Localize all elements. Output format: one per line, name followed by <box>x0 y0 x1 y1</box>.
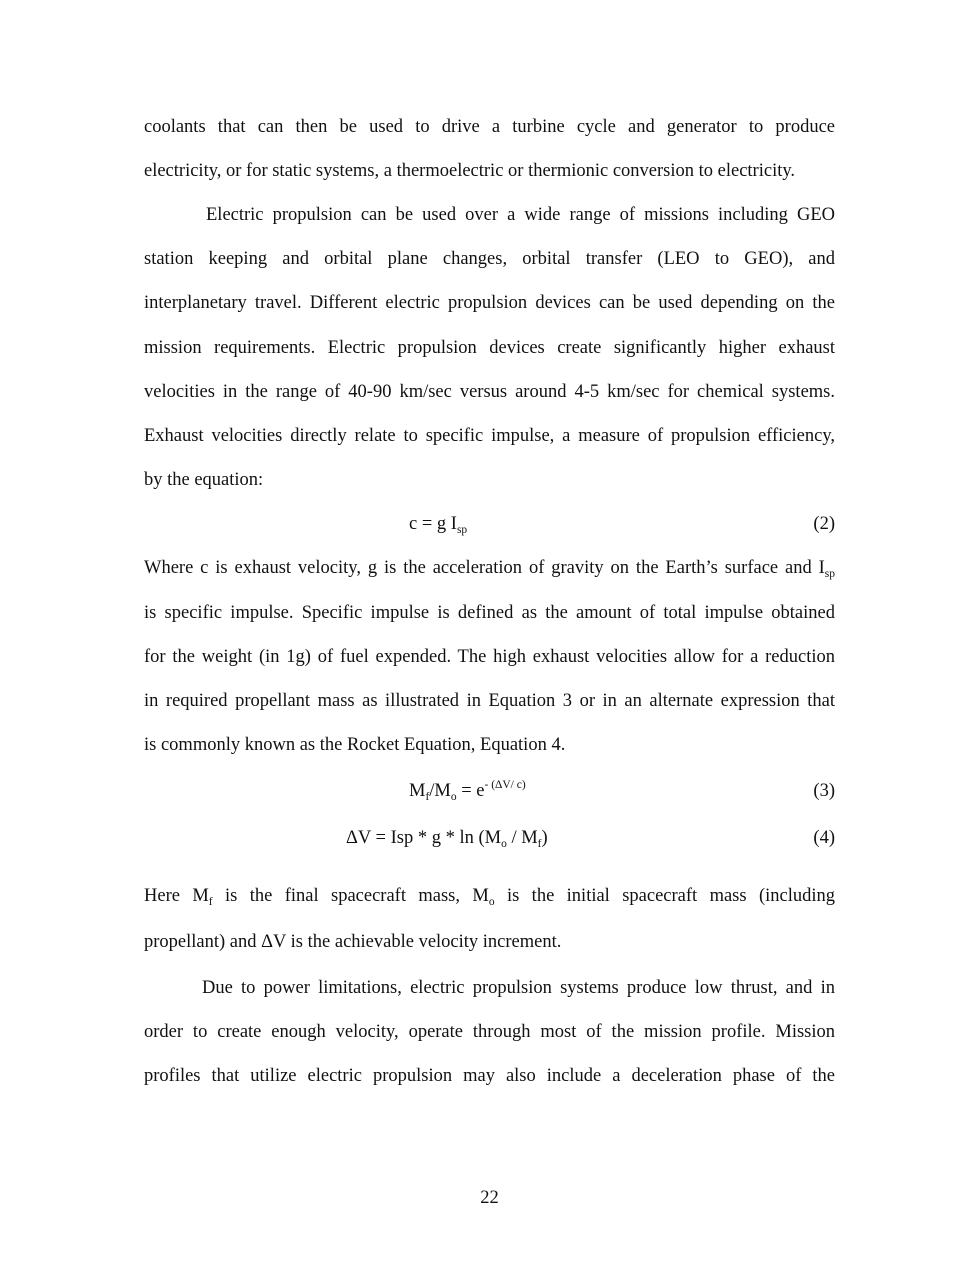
equation-4-subscript: o <box>501 838 507 850</box>
subscript: sp <box>824 568 835 580</box>
equation-2-number: (2) <box>813 514 835 534</box>
body-text-line: velocities in the range of 40-90 km/sec versus around 4-5 km/sec for chemical systems. <box>144 382 835 402</box>
body-text-line: in required propellant mass as illustrated in Equation 3 or in an alternate expression that <box>144 691 835 711</box>
equation-4-text: ΔV = Isp * g * ln (M <box>346 828 502 848</box>
equation-4-number: (4) <box>813 828 835 848</box>
equation-3-text: M <box>409 781 426 801</box>
body-text-line: for the weight (in 1g) of fuel expended. The high exhaust velocities allow for a reduction <box>144 647 835 667</box>
equation-4 <box>346 826 548 850</box>
equation-3-subscript: o <box>450 791 457 803</box>
equation-4-text: ) <box>541 828 548 848</box>
body-text-line: Exhaust velocities directly relate to specific impulse, a measure of propulsion efficiency, <box>144 426 835 446</box>
equation-3-subscript: f <box>425 791 430 803</box>
equation-3 <box>409 779 526 803</box>
equation-2-subscript: sp <box>456 524 468 536</box>
equation-3-text: = e <box>456 781 485 801</box>
equation-3-text: /M <box>429 781 451 801</box>
subscript: f <box>208 896 213 908</box>
body-text-line: station keeping and orbital plane changes, orbital transfer (LEO to GEO), and <box>144 249 835 269</box>
body-text-line: coolants that can then be used to drive a turbine cycle and generator to produce <box>144 117 835 137</box>
equation-3-number: (3) <box>813 781 835 801</box>
body-text-line: order to create enough velocity, operate through most of the mission profile. Mission <box>144 1022 835 1042</box>
page-number: 22 <box>480 1188 499 1208</box>
body-text-span: Here M <box>144 886 209 906</box>
equation-4-subscript: f <box>537 838 542 850</box>
body-text-line: mission requirements. Electric propulsion devices create significantly higher exhaust <box>144 338 835 358</box>
equation-4-text: / M <box>506 828 538 848</box>
body-text-span: is the initial spacecraft mass (including <box>494 886 835 906</box>
body-text-line: by the equation: <box>144 470 264 490</box>
body-text-line <box>144 556 835 580</box>
body-text-line: Electric propulsion can be used over a wide range of missions including GEO <box>206 205 835 225</box>
body-text-span: Where c is exhaust velocity, g is the acceleration of gravity on the Earth’s surface and I <box>144 558 825 578</box>
body-text-line <box>144 884 835 908</box>
body-text-line: is specific impulse. Specific impulse is defined as the amount of total impulse obtained <box>144 603 835 623</box>
body-text-line: is commonly known as the Rocket Equation, Equation 4. <box>144 735 566 755</box>
body-text-line: Due to power limitations, electric propulsion systems produce low thrust, and in <box>202 978 835 998</box>
subscript: o <box>488 896 495 908</box>
body-text-line: profiles that utilize electric propulsion may also include a deceleration phase of the <box>144 1066 835 1086</box>
body-text-line: interplanetary travel. Different electric propulsion devices can be used depending on the <box>144 293 835 313</box>
equation-3-exponent: - (ΔV/ c) <box>484 778 526 791</box>
body-text-span: is the final spacecraft mass, M <box>212 886 489 906</box>
equation-2-text: c = g I <box>409 514 457 534</box>
body-text-line: propellant) and ΔV is the achievable velocity increment. <box>144 932 562 952</box>
equation-2 <box>409 512 467 536</box>
body-text-line: electricity, or for static systems, a thermoelectric or thermionic conversion to electricity. <box>144 161 796 181</box>
